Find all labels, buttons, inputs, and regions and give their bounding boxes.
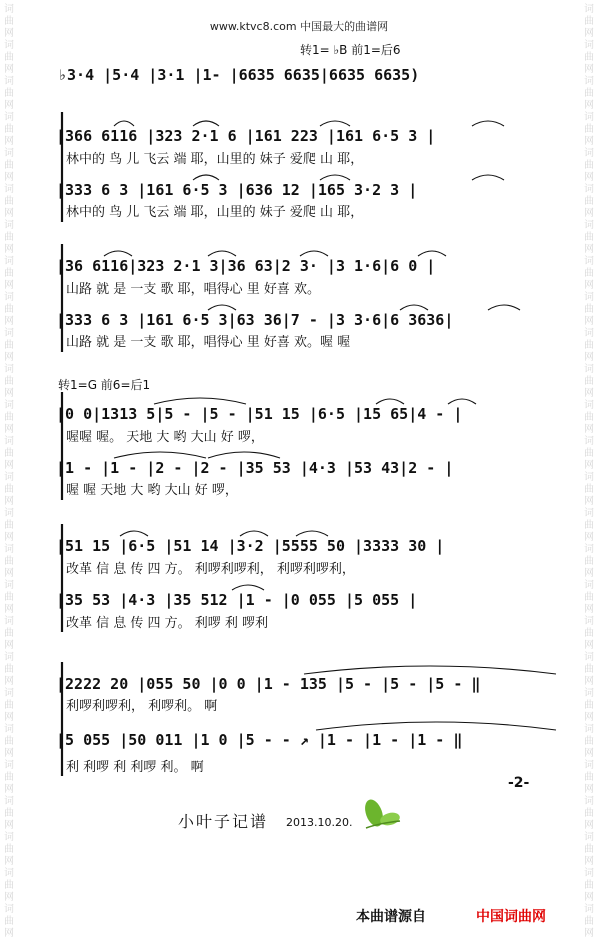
watermark-char: 网: [584, 568, 594, 579]
watermark-char: 网: [4, 784, 14, 795]
slur-mark: [376, 399, 404, 404]
watermark-char: 网: [4, 100, 14, 111]
watermark-char: 词: [4, 400, 14, 411]
watermark-char: 曲: [584, 196, 594, 207]
watermark-char: 网: [584, 460, 594, 471]
watermark-char: 词: [4, 112, 14, 123]
watermark-char: 词: [584, 724, 594, 735]
watermark-char: 词: [584, 292, 594, 303]
watermark-char: 网: [4, 460, 14, 471]
slur-mark: [104, 251, 132, 256]
slur-mark: [232, 585, 264, 590]
watermark-char: 曲: [584, 844, 594, 855]
watermark-char: 词: [4, 292, 14, 303]
watermark-char: 网: [4, 424, 14, 435]
watermark-char: 网: [4, 568, 14, 579]
watermark-char: 网: [584, 892, 594, 903]
watermark-char: 网: [4, 928, 14, 939]
watermark-char: 词: [4, 472, 14, 483]
watermark-char: 词: [4, 904, 14, 915]
watermark-char: 曲: [584, 520, 594, 531]
score-line-3-upper: |0 0|1313 5|5 - |5 - |51 15 |6·5 |15 65|4 - |: [56, 405, 463, 423]
slur-mark: [193, 121, 219, 126]
watermark-char: 曲: [4, 592, 14, 603]
watermark-char: 网: [584, 496, 594, 507]
watermark-char: 曲: [584, 412, 594, 423]
slur-mark: [114, 121, 134, 126]
slur-mark: [120, 531, 148, 536]
watermark-char: 词: [4, 616, 14, 627]
watermark-char: 词: [584, 688, 594, 699]
watermark-char: 词: [584, 652, 594, 663]
slur-mark: [472, 121, 504, 126]
watermark-char: 曲: [4, 844, 14, 855]
watermark-char: 网: [584, 388, 594, 399]
watermark-char: 曲: [584, 916, 594, 927]
watermark-char: 网: [584, 28, 594, 39]
lyric-line-1-lower: 林中的 鸟 儿 飞云 端 耶，山里的 妹子 爱爬 山 耶，: [66, 205, 364, 220]
watermark-char: 词: [4, 40, 14, 51]
watermark-char: 曲: [584, 124, 594, 135]
watermark-char: 曲: [584, 556, 594, 567]
watermark-char: 网: [584, 172, 594, 183]
lyric-line-5-lower: 利 利啰 利 利啰 利。 啊: [66, 760, 204, 775]
watermark-char: 网: [584, 280, 594, 291]
watermark-char: 网: [4, 244, 14, 255]
score-line-4-lower: |35 53 |4·3 |35 512 |1 - |0 055 |5 055 |: [56, 591, 418, 609]
slur-mark: [472, 175, 504, 180]
watermark-char: 网: [584, 100, 594, 111]
score-line-1-upper: |366 6116 |323 2·1 6 |161 223 |161 6·5 3 |: [56, 127, 436, 145]
lyric-line-2-lower: 山路 就 是 一支 歌 耶，唱得心 里 好喜 欢。喔 喔: [66, 335, 351, 350]
footer-site-link[interactable]: 中国词曲网: [476, 909, 546, 925]
watermark-char: 网: [584, 136, 594, 147]
watermark-char: 词: [4, 4, 14, 15]
watermark-char: 词: [584, 40, 594, 51]
watermark-char: 曲: [4, 340, 14, 351]
watermark-char: 曲: [584, 628, 594, 639]
score-line-3-lower: |1 - |1 - |2 - |2 - |35 53 |4·3 |53 43|2 - |: [56, 459, 454, 477]
watermark-char: 曲: [584, 376, 594, 387]
slur-mark: [193, 175, 219, 180]
watermark-char: 网: [584, 604, 594, 615]
watermark-char: 曲: [584, 808, 594, 819]
lyric-line-2-upper: 山路 就 是 一支 歌 耶，唱得心 里 好喜 欢。: [66, 282, 321, 297]
watermark-char: 词: [4, 364, 14, 375]
watermark-char: 网: [4, 172, 14, 183]
slur-mark: [488, 305, 520, 310]
slur-mark: [448, 399, 476, 404]
watermark-char: 词: [4, 508, 14, 519]
watermark-char: 网: [4, 604, 14, 615]
watermark-char: 网: [4, 64, 14, 75]
watermark-char: 曲: [584, 736, 594, 747]
leaf-icon: [356, 795, 404, 831]
watermark-char: 词: [4, 76, 14, 87]
watermark-char: 网: [4, 748, 14, 759]
watermark-char: 网: [4, 136, 14, 147]
slur-mark: [208, 305, 236, 310]
watermark-char: 词: [584, 868, 594, 879]
slur-mark: [208, 251, 236, 256]
watermark-char: 词: [4, 832, 14, 843]
watermark-char: 词: [584, 832, 594, 843]
lyric-line-4-lower: 改革 信 息 传 四 方。 利啰 利 啰利: [66, 616, 269, 631]
watermark-char: 词: [4, 184, 14, 195]
watermark-char: 词: [4, 652, 14, 663]
watermark-char: 词: [4, 760, 14, 771]
recorder-signature: 小叶子记谱: [178, 812, 269, 831]
watermark-char: 词: [584, 400, 594, 411]
watermark-char: 曲: [584, 232, 594, 243]
watermark-char: 曲: [4, 376, 14, 387]
watermark-char: 网: [4, 316, 14, 327]
tie-mark: [208, 452, 280, 458]
watermark-char: 曲: [4, 484, 14, 495]
slur-mark: [320, 175, 350, 180]
watermark-char: 词: [4, 148, 14, 159]
watermark-char: 网: [584, 532, 594, 543]
score-line-intro: ♭3·4 |5·4 |3·1 |1- |6635 6635|6635 6635): [58, 66, 420, 84]
watermark-char: 曲: [4, 736, 14, 747]
watermark-char: 词: [584, 796, 594, 807]
slur-mark: [240, 531, 268, 536]
slur-mark: [296, 531, 328, 536]
slur-mark: [418, 251, 446, 256]
tie-mark: [154, 398, 246, 404]
watermark-char: 曲: [4, 628, 14, 639]
watermark-char: 网: [584, 244, 594, 255]
watermark-char: 网: [4, 640, 14, 651]
watermark-char: 曲: [4, 916, 14, 927]
watermark-char: 词: [584, 76, 594, 87]
score-line-1-lower: |333 6 3 |161 6·5 3 |636 12 |165 3·2 3 |: [56, 181, 418, 199]
watermark-char: 网: [4, 280, 14, 291]
watermark-char: 词: [4, 256, 14, 267]
watermark-char: 词: [584, 616, 594, 627]
watermark-char: 曲: [4, 304, 14, 315]
slur-mark: [400, 305, 428, 310]
watermark-char: 曲: [4, 700, 14, 711]
tie-mark: [114, 452, 206, 458]
watermark-char: 网: [584, 784, 594, 795]
footer-source-label: 本曲谱源自: [356, 909, 426, 925]
watermark-char: 词: [584, 436, 594, 447]
watermark-char: 网: [4, 388, 14, 399]
watermark-char: 网: [4, 532, 14, 543]
watermark-char: 词: [4, 544, 14, 555]
watermark-char: 网: [584, 352, 594, 363]
score-line-2-upper: |36 6116|323 2·1 3|36 63|2 3· |3 1·6|6 0 |: [56, 257, 436, 275]
watermark-char: 曲: [4, 232, 14, 243]
watermark-char: 曲: [584, 772, 594, 783]
score-line-2-lower: |333 6 3 |161 6·5 3|63 36|7 - |3 3·6|6 3636|: [56, 311, 454, 329]
watermark-char: 网: [4, 856, 14, 867]
watermark-char: 词: [584, 904, 594, 915]
watermark-char: 词: [4, 220, 14, 231]
watermark-char: 曲: [584, 664, 594, 675]
watermark-char: 网: [4, 712, 14, 723]
watermark-char: 网: [584, 64, 594, 75]
key-change-label-2: 转1=G 前6=后1: [58, 378, 151, 392]
watermark-char: 词: [584, 112, 594, 123]
watermark-char: 曲: [4, 196, 14, 207]
watermark-char: 词: [584, 4, 594, 15]
watermark-char: 曲: [584, 448, 594, 459]
watermark-char: 曲: [584, 160, 594, 171]
tie-mark: [304, 666, 556, 674]
lyric-line-5-upper: 利啰利啰利， 利啰利。 啊: [66, 699, 218, 714]
watermark-char: 曲: [4, 448, 14, 459]
watermark-char: 词: [584, 220, 594, 231]
watermark-char: 词: [584, 364, 594, 375]
watermark-char: 词: [584, 148, 594, 159]
watermark-char: 曲: [584, 700, 594, 711]
watermark-char: 曲: [4, 556, 14, 567]
watermark-char: 网: [4, 820, 14, 831]
watermark-char: 曲: [4, 268, 14, 279]
page-number: -2-: [508, 775, 530, 791]
watermark-char: 网: [4, 208, 14, 219]
watermark-char: 词: [584, 472, 594, 483]
watermark-char: 网: [584, 856, 594, 867]
watermark-char: 曲: [4, 664, 14, 675]
key-change-label-1: 转1= ♭B 前1=后6: [300, 43, 401, 57]
watermark-char: 网: [584, 712, 594, 723]
watermark-char: 曲: [584, 52, 594, 63]
watermark-char: 词: [584, 256, 594, 267]
watermark-char: 曲: [584, 340, 594, 351]
watermark-char: 曲: [584, 268, 594, 279]
watermark-char: 曲: [4, 124, 14, 135]
watermark-char: 词: [584, 508, 594, 519]
watermark-char: 词: [4, 688, 14, 699]
record-date: 2013.10.20.: [286, 816, 353, 829]
watermark-char: 网: [4, 28, 14, 39]
watermark-char: 曲: [4, 16, 14, 27]
watermark-char: 词: [584, 544, 594, 555]
lyric-line-4-upper: 改革 信 息 传 四 方。 利啰利啰利， 利啰利啰利，: [66, 562, 355, 577]
watermark-char: 网: [4, 496, 14, 507]
watermark-char: 词: [4, 328, 14, 339]
watermark-char: 网: [584, 424, 594, 435]
score-line-4-upper: |51 15 |6·5 |51 14 |3·2 |5555 50 |3333 30 |: [56, 537, 445, 555]
watermark-char: 曲: [4, 88, 14, 99]
watermark-char: 词: [584, 580, 594, 591]
watermark-char: 曲: [4, 160, 14, 171]
lyric-line-1-upper: 林中的 鸟 儿 飞云 端 耶，山里的 妹子 爱爬 山 耶，: [66, 152, 364, 167]
watermark-char: 词: [4, 580, 14, 591]
watermark-char: 网: [584, 748, 594, 759]
watermark-char: 曲: [584, 88, 594, 99]
watermark-char: 网: [4, 892, 14, 903]
watermark-char: 词: [4, 796, 14, 807]
watermark-char: 词: [4, 724, 14, 735]
watermark-char: 网: [584, 820, 594, 831]
watermark-char: 曲: [4, 520, 14, 531]
watermark-char: 曲: [4, 808, 14, 819]
watermark-char: 曲: [584, 304, 594, 315]
watermark-char: 词: [584, 328, 594, 339]
watermark-char: 曲: [584, 484, 594, 495]
watermark-char: 词: [4, 436, 14, 447]
lyric-line-3-lower: 喔 喔 天地 大 哟 大山 好 啰，: [66, 483, 238, 498]
watermark-char: 网: [4, 352, 14, 363]
watermark-char: 曲: [4, 412, 14, 423]
watermark-char: 曲: [584, 880, 594, 891]
header-site-line: www.ktvc8.com 中国最大的曲谱网: [209, 20, 389, 33]
watermark-char: 曲: [4, 880, 14, 891]
watermark-char: 网: [4, 676, 14, 687]
lyric-line-3-upper: 喔喔 喔。 天地 大 哟 大山 好 啰，: [66, 430, 264, 445]
watermark-char: 词: [584, 760, 594, 771]
watermark-char: 词: [4, 868, 14, 879]
score-line-5-upper: |2222 20 |055 50 |0 0 |1 - 135 |5 - |5 - |5 - ‖: [56, 675, 481, 693]
watermark-char: 曲: [4, 772, 14, 783]
slur-mark: [320, 121, 350, 126]
watermark-char: 网: [584, 316, 594, 327]
score-line-5-lower: |5 055 |50 011 |1 0 |5 - - ↗ |1 - |1 - |1 - ‖: [56, 731, 463, 749]
slur-mark: [300, 251, 328, 256]
watermark-char: 曲: [4, 52, 14, 63]
watermark-char: 网: [584, 640, 594, 651]
tie-mark: [316, 722, 556, 730]
watermark-char: 网: [584, 208, 594, 219]
watermark-char: 曲: [584, 592, 594, 603]
watermark-char: 网: [584, 928, 594, 939]
watermark-char: 网: [584, 676, 594, 687]
watermark-char: 曲: [584, 16, 594, 27]
watermark-char: 词: [584, 184, 594, 195]
